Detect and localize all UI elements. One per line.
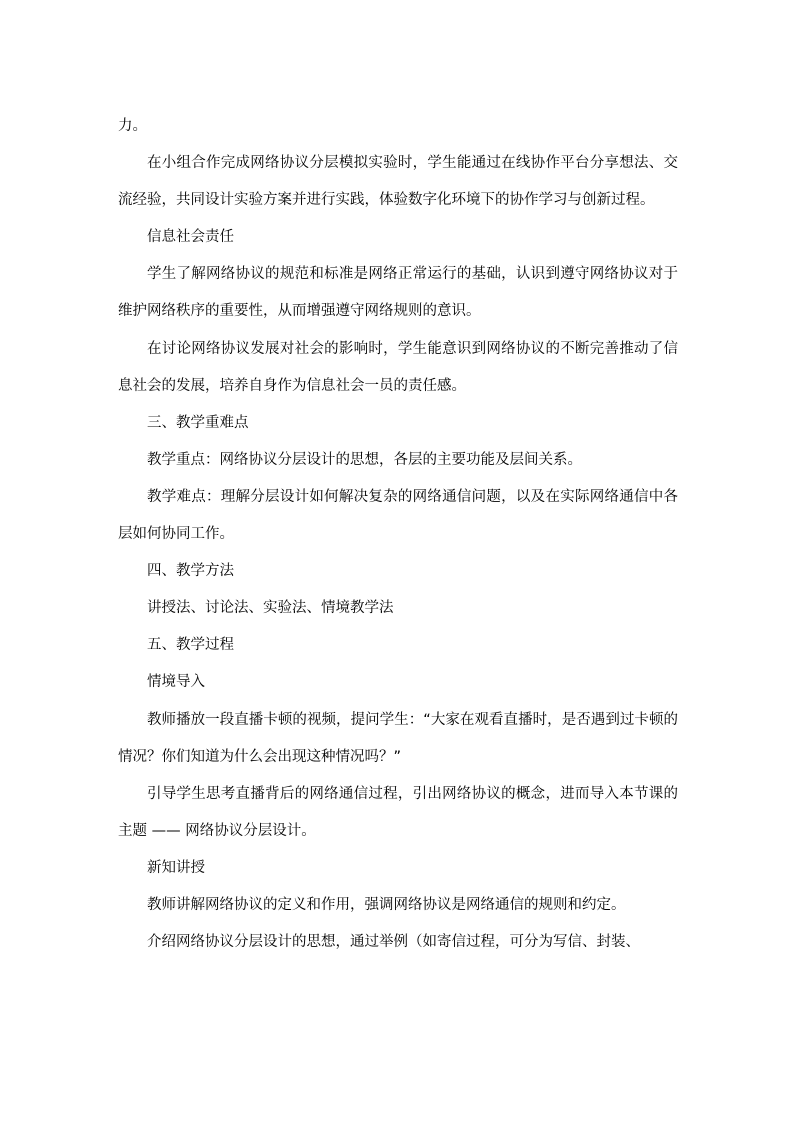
subheading-scenario-intro: 情境导入 (147, 674, 205, 691)
section-heading-teaching-process: 五、教学过程 (147, 637, 234, 654)
paragraph-guide-thinking: 引导学生思考直播背后的网络通信过程，引出网络协议的概念，进而导入本节课的主题 —— 网络协议分层设计。 (118, 785, 678, 839)
section-heading-teaching-methods: 四、教学方法 (147, 563, 234, 580)
paragraph-methods-list: 讲授法、讨论法、实验法、情境教学法 (147, 600, 394, 617)
paragraph-protocol-norms: 学生了解网络协议的规范和标准是网络正常运行的基础，认识到遵守网络协议对于维护网络秩序的重要性，从而增强遵守网络规则的意识。 (118, 266, 678, 320)
paragraph-video-question: 教师播放一段直播卡顿的视频，提问学生：“大家在观看直播时，是否遇到过卡顿的情况？你们知道为什么会出现这种情况吗？” (118, 711, 678, 765)
document-body (118, 108, 678, 961)
paragraph-teaching-difficulty: 教学难点：理解分层设计如何解决复杂的网络通信问题，以及在实际网络通信中各层如何协同工作。 (118, 488, 678, 543)
section-heading-key-points: 三、教学重难点 (147, 414, 249, 431)
section-heading-social-responsibility: 信息社会责任 (147, 229, 234, 246)
paragraph-protocol-impact: 在讨论网络协议发展对社会的影响时，学生能意识到网络协议的不断完善推动了信息社会的发展，培养自身作为信息社会一员的责任感。 (118, 340, 678, 394)
subheading-new-knowledge: 新知讲授 (147, 859, 205, 876)
paragraph-teaching-focus: 教学重点：网络协议分层设计的思想，各层的主要功能及层间关系。 (147, 451, 582, 468)
paragraph-layering-example: 介绍网络协议分层设计的思想，通过举例（如寄信过程，可分为写信、封装、 (147, 934, 640, 951)
paragraph-continuation: 力。 (118, 118, 147, 134)
paragraph-collaboration: 在小组合作完成网络协议分层模拟实验时，学生能通过在线协作平台分享想法、交流经验，共同设计实验方案并进行实践，体验数字化环境下的协作学习与创新过程。 (118, 155, 678, 209)
paragraph-protocol-definition: 教师讲解网络协议的定义和作用，强调网络协议是网络通信的规则和约定。 (147, 896, 626, 913)
